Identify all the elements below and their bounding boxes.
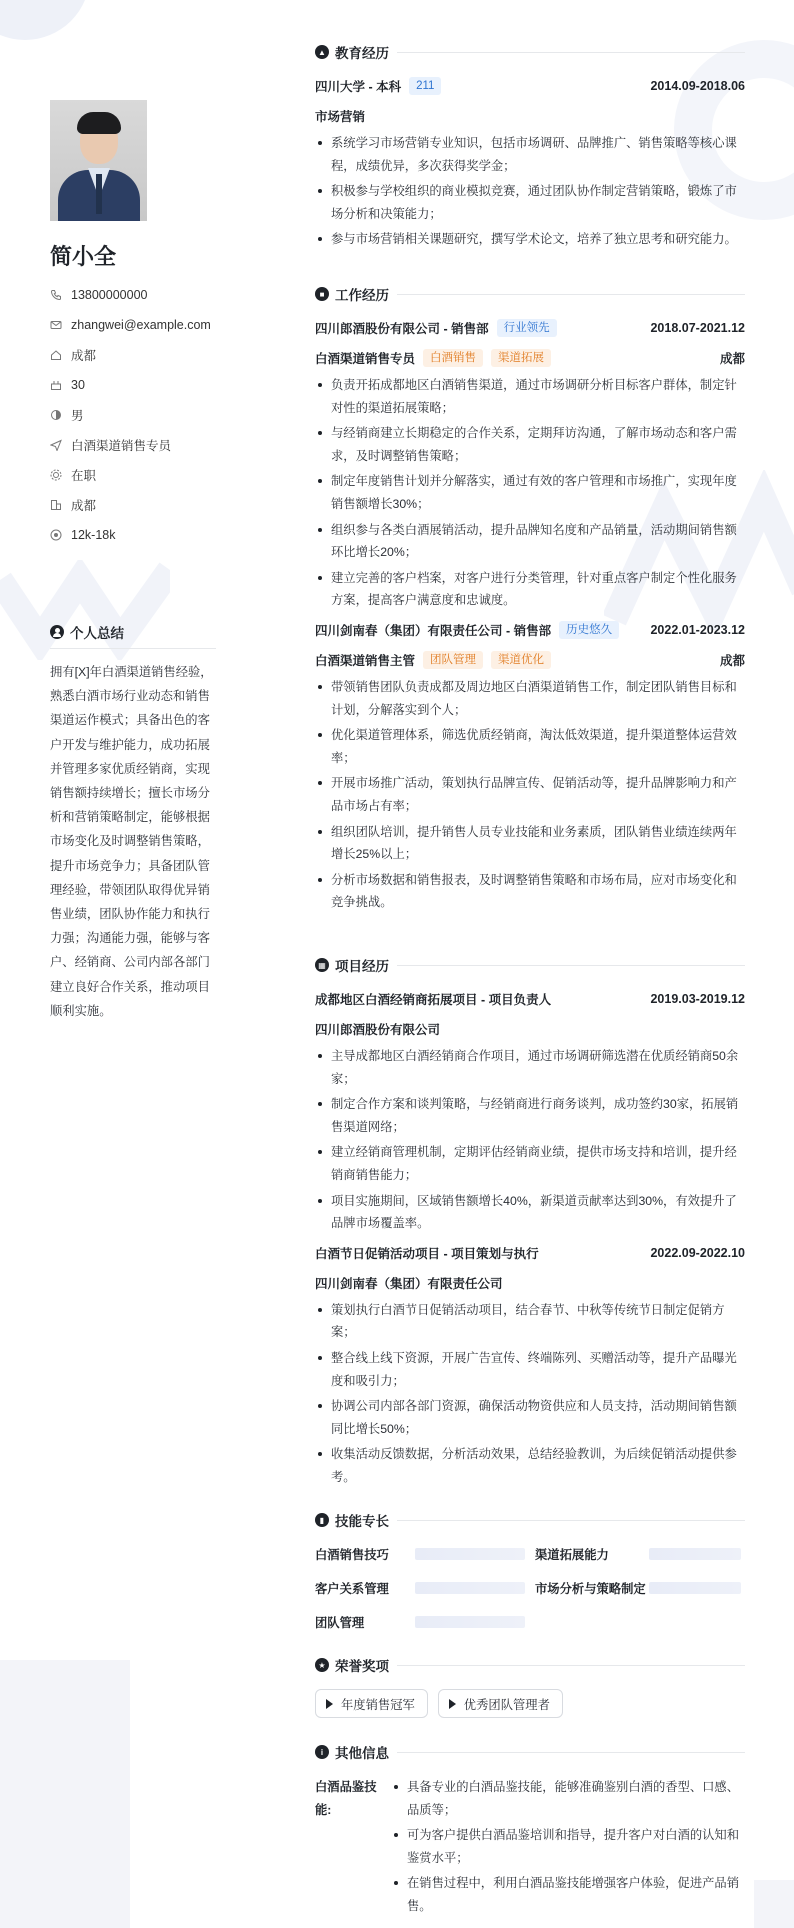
info-position — [50, 430, 230, 460]
job-bullets — [315, 374, 745, 612]
list-item: 整合线上线下资源，开展广告宣传、终端陈列、买赠活动等，提升产品曝光度和吸引力； — [315, 1347, 745, 1392]
info-location — [50, 340, 230, 370]
list-item: 优化渠道管理体系，筛选优质经销商，淘汰低效渠道，提升渠道整体运营效率； — [315, 724, 745, 769]
candidate-name: 简小全 — [50, 244, 117, 269]
project-name: 白酒节日促销活动项目 - 项目策划与执行 — [315, 1246, 539, 1261]
summary-text: 拥有[X]年白酒渠道销售经验，熟悉白酒市场行业动态和销售渠道运作模式；具备出色的客户开发与维护能力，成功拓展并管理多家优质经销商，实现销售额持续增长；擅长市场分析和营销策略制定，能够根据市场变化及时调整销售策略，提升市场竞争力；具备团队管理经验，带领团队取得优异销售业绩，团队协作能力和执行力强；沟通能力强，能够与客户、经销商、公司内部各部门建立良好合作关系，推动项目顺利实施。 — [50, 665, 213, 1018]
bg-decoration — [0, 0, 90, 40]
section-work — [315, 282, 745, 917]
building-icon — [50, 499, 62, 511]
project-period: 2022.09-2022.10 — [650, 1245, 745, 1260]
play-icon — [449, 1699, 456, 1709]
project-bullets — [315, 1299, 745, 1489]
company-tag: 行业领先 — [497, 319, 557, 337]
section-heading: i 其他信息 — [315, 1740, 745, 1764]
section-heading: ★ 荣誉奖项 — [315, 1653, 745, 1677]
divider — [397, 965, 745, 966]
section-heading: ▲ 教育经历 — [315, 40, 745, 64]
section-heading: ▮ 技能专长 — [315, 1508, 745, 1532]
other-info-row — [315, 1776, 745, 1921]
list-item: 分析市场数据和销售报表，及时调整销售策略和市场布局，应对市场变化和竞争挑战。 — [315, 869, 745, 914]
awards-list — [315, 1689, 745, 1718]
skill-item: 白酒销售技巧 — [315, 1542, 535, 1566]
job-company-row — [315, 316, 745, 340]
list-item: 策划执行白酒节日促销活动项目，结合春节、中秋等传统节日制定促销方案； — [315, 1299, 745, 1344]
avatar — [50, 100, 147, 221]
project-bullets — [315, 1045, 745, 1235]
info-salary — [50, 520, 230, 550]
project-org-row — [315, 1271, 745, 1295]
project-period: 2019.03-2019.12 — [650, 992, 745, 1006]
award-item: 优秀团队管理者 — [438, 1689, 563, 1718]
contact-info-list — [50, 280, 230, 550]
status-icon — [50, 469, 62, 481]
phone-icon — [50, 289, 62, 301]
education-row — [315, 74, 745, 98]
job-role: 白酒渠道销售专员 — [315, 352, 416, 366]
salary-icon — [50, 529, 62, 541]
section-awards — [315, 1653, 745, 1718]
project-name: 成都地区白酒经销商拓展项目 - 项目负责人 — [315, 993, 552, 1007]
school-name: 四川大学 - 本科 — [315, 80, 402, 94]
divider — [397, 52, 745, 53]
info-icon: i — [315, 1745, 329, 1759]
send-icon — [50, 439, 62, 451]
list-item: 可为客户提供白酒品鉴培训和指导，提升客户对白酒的认知和鉴赏水平； — [391, 1824, 745, 1869]
position-value: 白酒渠道销售专员 — [71, 439, 172, 453]
list-item: 收集活动反馈数据，分析活动效果，总结经验教训，为后续促销活动提供参考。 — [315, 1443, 745, 1488]
job-city: 成都 — [719, 352, 745, 366]
list-item: 项目实施期间，区域销售额增长40%，新渠道贡献率达到30%，有效提升了品牌市场覆盖率。 — [315, 1190, 745, 1235]
mail-icon — [50, 319, 62, 331]
job-period: 2022.01-2023.12 — [650, 622, 745, 637]
age-icon — [50, 379, 62, 391]
divider — [397, 294, 745, 295]
skill-bar — [415, 1616, 525, 1628]
info-email — [50, 310, 230, 340]
list-item: 制定年度销售计划并分解落实，通过有效的客户管理和市场推广，实现年度销售额增长30%； — [315, 470, 745, 515]
role-tag: 白酒销售 — [423, 349, 483, 367]
info-age — [50, 370, 230, 400]
skill-item: 团队管理 — [315, 1610, 535, 1634]
other-info-key: 白酒品鉴技能: — [315, 1780, 377, 1817]
bar-chart-icon: ▮ — [315, 1513, 329, 1527]
major: 市场营销 — [315, 110, 366, 124]
section-education — [315, 40, 745, 254]
section-skills — [315, 1508, 745, 1634]
summary-heading: 个人总结 — [50, 622, 216, 649]
graduation-cap-icon: ▲ — [315, 45, 329, 59]
role-tag: 渠道拓展 — [491, 349, 551, 367]
list-item: 具备专业的白酒品鉴技能，能够准确鉴别白酒的香型、口感、品质等； — [391, 1776, 745, 1821]
bg-decoration — [0, 1660, 130, 1928]
list-item: 系统学习市场营销专业知识，包括市场调研、品牌推广、销售策略等核心课程，成绩优异，多次获得奖学金； — [315, 132, 745, 177]
list-item: 建立经销商管理机制，定期评估经销商业绩，提供市场支持和培训，提升经销商销售能力； — [315, 1141, 745, 1186]
project-org-row — [315, 1017, 745, 1041]
list-item: 在销售过程中，利用白酒品鉴技能增强客户体验，促进产品销售。 — [391, 1872, 745, 1917]
email-value: zhangwei@example.com — [71, 318, 211, 332]
section-projects — [315, 953, 745, 1492]
project-org: 四川郎酒股份有限公司 — [315, 1023, 441, 1037]
list-item: 带领销售团队负责成都及周边地区白酒渠道销售工作，制定团队销售目标和计划，分解落实到个人； — [315, 676, 745, 721]
info-phone — [50, 280, 230, 310]
company-name: 四川剑南春（集团）有限责任公司 - 销售部 — [315, 623, 552, 638]
briefcase-icon: ■ — [315, 287, 329, 301]
skill-bar — [649, 1582, 741, 1594]
other-info-bullets — [391, 1776, 745, 1921]
education-bullets — [315, 132, 745, 251]
list-item: 参与市场营销相关课题研究，撰写学术论文，培养了独立思考和研究能力。 — [315, 228, 745, 251]
job-company-row — [315, 618, 745, 642]
gender-value: 男 — [71, 409, 84, 423]
company-tag: 历史悠久 — [559, 621, 619, 639]
list-item: 组织参与各类白酒展销活动，提升品牌知名度和产品销量，活动期间销售额环比增长20%； — [315, 519, 745, 564]
job-bullets — [315, 676, 745, 914]
list-item: 开展市场推广活动，策划执行品牌宣传、促销活动等，提升品牌影响力和产品市场占有率； — [315, 772, 745, 817]
gender-icon — [50, 409, 62, 421]
job-role: 白酒渠道销售主管 — [315, 653, 416, 668]
job-role-row — [315, 346, 745, 370]
education-period: 2014.09-2018.06 — [650, 79, 745, 93]
company-name: 四川郎酒股份有限公司 - 销售部 — [315, 322, 489, 336]
list-item: 与经销商建立长期稳定的合作关系，定期拜访沟通，了解市场动态和客户需求，及时调整销售策略； — [315, 422, 745, 467]
info-gender — [50, 400, 230, 430]
section-heading: ■ 工作经历 — [315, 282, 745, 306]
skill-bar — [415, 1548, 525, 1560]
school-tag: 211 — [409, 77, 441, 95]
section-heading: ▦ 项目经历 — [315, 953, 745, 977]
project-row — [315, 1241, 745, 1265]
age-value: 30 — [71, 378, 85, 392]
skill-bar — [649, 1548, 741, 1560]
grid-icon: ▦ — [315, 958, 329, 972]
info-city — [50, 490, 230, 520]
job-role-row — [315, 648, 745, 672]
skill-item: 市场分析与策略制定 — [535, 1576, 745, 1600]
skill-bar — [415, 1582, 525, 1594]
job-period: 2018.07-2021.12 — [650, 321, 745, 335]
major-row — [315, 104, 745, 128]
skill-item: 渠道拓展能力 — [535, 1542, 745, 1566]
play-icon — [326, 1699, 333, 1709]
job-city: 成都 — [719, 653, 745, 668]
list-item: 主导成都地区白酒经销商合作项目，通过市场调研筛选潜在优质经销商50余家； — [315, 1045, 745, 1090]
list-item: 建立完善的客户档案，对客户进行分类管理，针对重点客户制定个性化服务方案，提高客户满意度和忠诚度。 — [315, 567, 745, 612]
divider — [397, 1752, 745, 1753]
phone-value: 13800000000 — [71, 288, 148, 302]
home-icon — [50, 349, 62, 361]
list-item: 负责开拓成都地区白酒销售渠道，通过市场调研分析目标客户群体，制定针对性的渠道拓展策略； — [315, 374, 745, 419]
divider — [397, 1520, 745, 1521]
list-item: 制定合作方案和谈判策略，与经销商进行商务谈判，成功签约30家，拓展销售渠道网络； — [315, 1093, 745, 1138]
location-value: 成都 — [71, 349, 97, 363]
user-icon — [50, 625, 64, 639]
section-others — [315, 1740, 745, 1921]
project-row — [315, 987, 745, 1011]
status-value: 在职 — [71, 469, 97, 483]
award-item: 年度销售冠军 — [315, 1689, 428, 1718]
city-value: 成都 — [71, 499, 97, 513]
list-item: 协调公司内部各部门资源，确保活动物资供应和人员支持，活动期间销售额同比增长50%； — [315, 1395, 745, 1440]
bg-decoration — [754, 1880, 794, 1928]
info-status — [50, 460, 230, 490]
divider — [397, 1665, 745, 1666]
role-tag: 渠道优化 — [491, 651, 551, 669]
list-item: 组织团队培训，提升销售人员专业技能和业务素质，团队销售业绩连续两年增长25%以上； — [315, 821, 745, 866]
award-icon: ★ — [315, 1658, 329, 1672]
skill-item: 客户关系管理 — [315, 1576, 535, 1600]
role-tag: 团队管理 — [423, 651, 483, 669]
list-item: 积极参与学校组织的商业模拟竞赛，通过团队协作制定营销策略，锻炼了市场分析和决策能力； — [315, 180, 745, 225]
salary-value: 12k-18k — [71, 528, 116, 542]
project-org: 四川剑南春（集团）有限责任公司 — [315, 1276, 503, 1291]
skills-grid — [315, 1542, 745, 1634]
